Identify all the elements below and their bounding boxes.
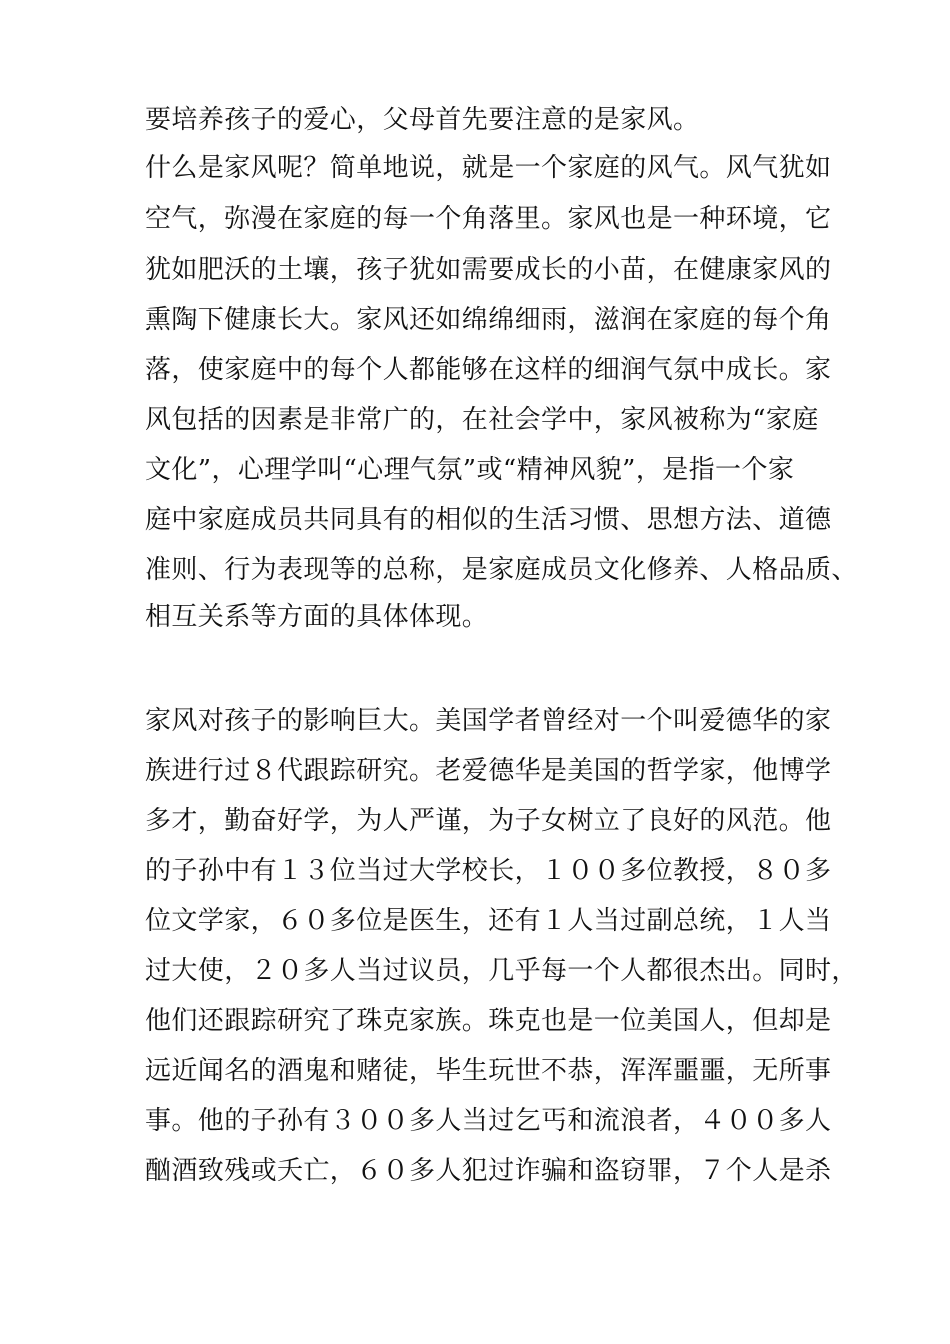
paragraph-2-line-10: 相互关系等方面的具体体现。 [145, 602, 489, 632]
paragraph-2-line-4: 熏陶下健康长大。家风还如绵绵细雨，滋润在家庭的每个角 [145, 305, 832, 335]
paragraph-3-line-7: 他们还跟踪研究了珠克家族。珠克也是一位美国人，但却是 [145, 1006, 832, 1036]
paragraph-3-line-3: 多才，勤奋好学，为人严谨，为子女树立了良好的风范。他 [145, 806, 832, 836]
paragraph-3-line-5: 位文学家，６０多位是医生，还有１人当过副总统，１人当 [145, 906, 832, 936]
paragraph-3-line-1: 家风对孩子的影响巨大。美国学者曾经对一个叫爱德华的家 [145, 706, 832, 736]
paragraph-2-line-7: 文化”，心理学叫“心理气氛”或“精神风貌”，是指一个家 [145, 455, 795, 485]
paragraph-1-line-1: 要培养孩子的爱心，父母首先要注意的是家风。 [145, 105, 700, 135]
paragraph-2-line-6: 风包括的因素是非常广的，在社会学中，家风被称为“家庭 [145, 405, 819, 435]
paragraph-3-line-8: 远近闻名的酒鬼和赌徒，毕生玩世不恭，浑浑噩噩，无所事 [145, 1056, 832, 1086]
paragraph-2-line-2: 空气，弥漫在家庭的每一个角落里。家风也是一种环境，它 [145, 204, 832, 234]
paragraph-3-line-4: 的子孙中有１３位当过大学校长，１００多位教授，８０多 [145, 856, 832, 886]
paragraph-2-line-8: 庭中家庭成员共同具有的相似的生活习惯、思想方法、道德 [145, 505, 832, 535]
paragraph-3-line-10: 酗酒致残或夭亡，６０多人犯过诈骗和盗窃罪，７个人是杀 [145, 1156, 832, 1186]
paragraph-3-line-9: 事。他的子孙有３００多人当过乞丐和流浪者，４００多人 [145, 1106, 832, 1136]
paragraph-3-line-2: 族进行过８代跟踪研究。老爱德华是美国的哲学家，他博学 [145, 756, 832, 786]
paragraph-3-line-6: 过大使，２０多人当过议员，几乎每一个人都很杰出。同时， [145, 956, 858, 986]
paragraph-2-line-1: 什么是家风呢？简单地说，就是一个家庭的风气。风气犹如 [145, 153, 832, 183]
paragraph-2-line-3: 犹如肥沃的土壤，孩子犹如需要成长的小苗，在健康家风的 [145, 255, 832, 285]
paragraph-2-line-9: 准则、行为表现等的总称，是家庭成员文化修养、人格品质、 [145, 555, 858, 585]
paragraph-2-line-5: 落，使家庭中的每个人都能够在这样的细润气氛中成长。家 [145, 355, 832, 385]
